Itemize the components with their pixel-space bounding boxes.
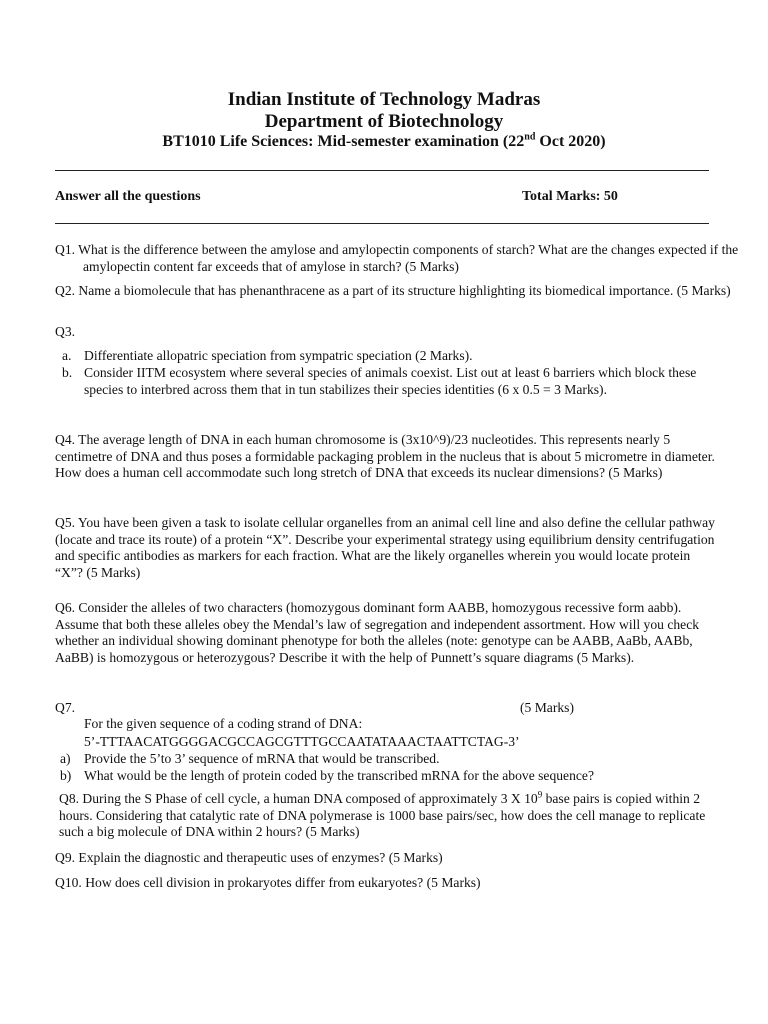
question-3b: Consider IITM ecosystem where several species of animals coexist. List out at least 6 barriers which block these species to interbred across them that in tun stabilizes their species identities (6 x 0.5 = 3 Marks). [84,365,697,397]
question-7b-label: b) [60,768,72,783]
total-marks: Total Marks: 50 [522,189,618,204]
question-7: Q7. [55,700,76,715]
question-3b-label: b. [62,365,73,380]
question-7a: Provide the 5’to 3’ sequence of mRNA that would be transcribed. [84,751,440,766]
top-divider [55,170,709,171]
question-7-intro: For the given sequence of a coding strand of DNA: [84,716,363,731]
question-2: Q2. Name a biomolecule that has phenanthracene as a part of its structure highlighting its biomedical importance. (5 Marks) [55,283,731,298]
question-8: Q8. During the S Phase of cell cycle, a human DNA composed of approximately 3 X $10^9$ base pairs is copied within 2 hours. Considering that catalytic rate of DNA polymerase is 1000 base pairs/sec, how does the cell manage to replicate such a big molecule of DNA within 2 hours? (5 Marks) [59,789,706,840]
question-7-marks: (5 Marks) [520,700,574,715]
question-4: Q4. The average length of DNA in each human chromosome is (3x10^9)/23 nucleotides. This represents nearly 5 centimetre of DNA and thus poses a formidable packaging problem in the nucleus that is about 5 micrometre in diameter. How does a human cell accommodate such long stretch of DNA that exceeds its nuclear dimensions? (5 Marks) [55,432,715,481]
question-1: Q1. What is the difference between the amylose and amylopectin components of starch? What are the changes expected if the amylopectin content far exceeds that of amylose in starch? (5 Marks) [55,242,739,274]
question-3a: Differentiate allopatric speciation from sympatric speciation (2 Marks). [84,348,473,363]
question-10: Q10. How does cell division in prokaryotes differ from eukaryotes? (5 Marks) [55,875,481,890]
question-3a-label: a. [62,348,72,363]
institute-title: Indian Institute of Technology Madras [227,89,541,110]
exam-title: BT1010 Life Sciences: Mid-semester examination (22nd Oct 2020) [162,131,606,150]
question-6: Q6. Consider the alleles of two characters (homozygous dominant form AABB, homozygous recessive form aabb). Assume that both these alleles obey the Mendal’s law of segregation and independent assortment. How will you check whether an individual showing dominant phenotype for both the alleles (note: genotype can be AABB, AaBb, AABb, AaBB) is homozygous or heterozygous? Describe it with the help of Punnett’s square diagrams (5 Marks). [55,600,700,665]
bottom-divider [55,223,709,224]
question-7b: What would be the length of protein coded by the transcribed mRNA for the above sequence? [84,768,594,783]
instruction-text: Answer all the questions [55,189,201,204]
department-title: Department of Biotechnology [264,111,504,132]
question-5: Q5. You have been given a task to isolate cellular organelles from an animal cell line and also define the cellular pathway (locate and trace its route) of a protein “X”. Describe your experimental strategy using equilibrium density centrifugation and specific antibodies as markers for each fraction. What are the likely organelles wherein you would locate protein “X”? (5 Marks) [55,515,715,580]
question-9: Q9. Explain the diagnostic and therapeutic uses of enzymes? (5 Marks) [55,850,443,865]
dna-sequence: 5’-TTTAACATGGGGACGCCAGCGTTTGCCAATATAAACTAATTCTAG-3’ [84,734,520,749]
question-7a-label: a) [60,751,71,766]
question-3: Q3. [55,324,76,339]
